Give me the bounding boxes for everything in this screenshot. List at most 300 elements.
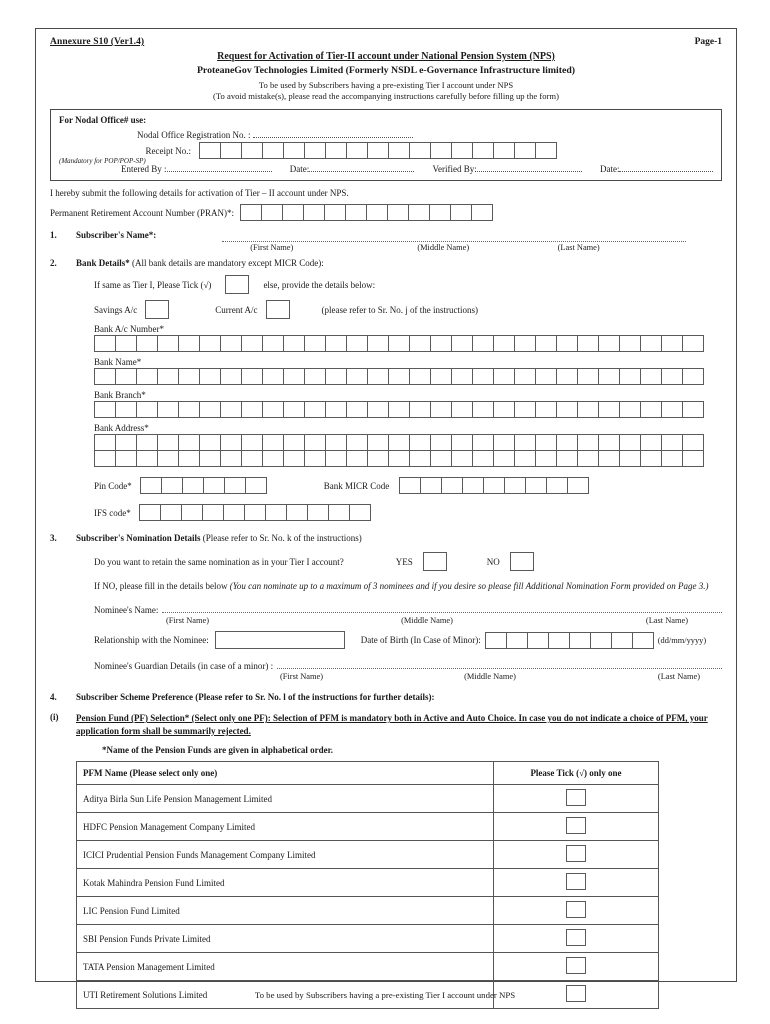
input-box[interactable] [262,401,284,418]
input-box[interactable] [325,450,347,467]
ifs-row [94,504,722,521]
section-1 [50,230,722,252]
input-box[interactable] [115,368,137,385]
input-box[interactable] [577,368,599,385]
input-box[interactable] [136,335,158,352]
input-box[interactable] [283,368,305,385]
input-box[interactable] [220,401,242,418]
section-1-number: 1. [50,230,57,240]
input-box[interactable] [178,401,200,418]
guardian-name-input[interactable] [277,657,722,669]
input-box[interactable] [556,450,578,467]
input-box[interactable] [241,450,263,467]
input-box[interactable] [640,434,662,451]
input-box[interactable] [262,142,284,159]
input-box[interactable] [409,142,431,159]
input-box[interactable] [471,204,493,221]
input-box[interactable] [598,368,620,385]
account-type-note: (please refer to Sr. No. j of the instructions) [321,304,478,315]
input-box[interactable] [199,335,221,352]
pfm-checkbox[interactable] [566,957,586,974]
input-box[interactable] [346,401,368,418]
input-box[interactable] [430,142,452,159]
input-box[interactable] [472,450,494,467]
input-box[interactable] [220,335,242,352]
input-box[interactable] [304,368,326,385]
input-box[interactable] [451,401,473,418]
input-box[interactable] [451,335,473,352]
input-box[interactable] [472,142,494,159]
input-box[interactable] [598,434,620,451]
no-label: NO [486,556,500,567]
input-box[interactable] [546,477,568,494]
pran-boxes[interactable] [240,204,492,221]
input-box[interactable] [535,401,557,418]
input-box[interactable] [598,401,620,418]
input-box[interactable] [199,401,221,418]
input-box[interactable] [619,434,641,451]
pfm-name-cell: SBI Pension Funds Private Limited [77,925,494,953]
input-box[interactable] [262,434,284,451]
form-subtitle-1: To be used by Subscribers having a pre-existing Tier I account under NPS [258,80,514,90]
table-row [77,869,659,897]
input-box[interactable] [556,401,578,418]
section-2-title-rest: (All bank details are mandatory except MICR Code): [132,258,324,268]
input-box[interactable] [493,401,515,418]
input-box[interactable] [325,401,347,418]
guardian-caption-middle: (Middle Name) [464,672,516,682]
input-box[interactable] [590,632,612,649]
input-box[interactable] [611,632,633,649]
subsection-i-number: (i) [50,712,59,723]
input-box[interactable] [577,434,599,451]
verified-by-input[interactable] [477,162,582,172]
input-box[interactable] [408,204,430,221]
pfm-tick-cell[interactable] [494,953,659,981]
input-box[interactable] [661,434,683,451]
table-row [77,953,659,981]
input-box[interactable] [441,477,463,494]
input-box[interactable] [682,450,704,467]
input-box[interactable] [661,450,683,467]
input-box[interactable] [493,142,515,159]
input-box[interactable] [324,204,346,221]
account-type-row [94,300,722,319]
input-box[interactable] [283,434,305,451]
input-box[interactable] [409,335,431,352]
input-box[interactable] [462,477,484,494]
input-box[interactable] [388,450,410,467]
input-box[interactable] [535,335,557,352]
pfm-tick-cell[interactable] [494,897,659,925]
input-box[interactable] [682,401,704,418]
input-box[interactable] [157,368,179,385]
input-box[interactable] [325,368,347,385]
input-box[interactable] [367,450,389,467]
input-box[interactable] [220,368,242,385]
input-box[interactable] [265,504,287,521]
input-box[interactable] [94,434,116,451]
pfm-name-cell: Aditya Birla Sun Life Pension Management Limited [77,785,494,813]
input-box[interactable] [367,142,389,159]
input-box[interactable] [161,477,183,494]
caption-middle-name: (Middle Name) [417,243,470,252]
input-box[interactable] [115,450,137,467]
page-header [50,37,722,47]
declaration-text: I hereby submit the following details for activation of Tier – II account under NPS. [50,188,349,198]
input-box[interactable] [245,477,267,494]
input-box[interactable] [409,450,431,467]
input-box[interactable] [139,504,161,521]
nodal-registration-label: Nodal Office Registration No. : [137,130,251,140]
input-box[interactable] [577,450,599,467]
input-box[interactable] [325,142,347,159]
input-box[interactable] [640,368,662,385]
table-row [77,813,659,841]
input-box[interactable] [661,335,683,352]
pfm-tick-cell[interactable] [494,813,659,841]
receipt-no-boxes[interactable] [199,142,556,159]
input-box[interactable] [409,368,431,385]
guardian-caption-last: (Last Name) [657,672,700,682]
input-box[interactable] [160,504,182,521]
input-box[interactable] [328,504,350,521]
input-box[interactable] [241,335,263,352]
nodal-office-box [50,109,722,181]
caption-last-name: (Last Name) [557,243,600,252]
current-ac-checkbox[interactable] [266,300,290,319]
input-box[interactable] [94,335,116,352]
input-box[interactable] [430,368,452,385]
input-box[interactable] [115,401,137,418]
input-box[interactable] [325,434,347,451]
input-box[interactable] [157,450,179,467]
input-box[interactable] [556,335,578,352]
input-box[interactable] [240,204,262,221]
input-box[interactable] [535,142,557,159]
dob-boxes[interactable] [485,632,653,649]
input-box[interactable] [94,401,116,418]
input-box[interactable] [682,434,704,451]
retain-yes-checkbox[interactable] [423,552,447,571]
input-box[interactable] [430,401,452,418]
nominee-caption-first: (First Name) [166,616,210,626]
input-box[interactable] [224,477,246,494]
input-box[interactable] [527,632,549,649]
yes-label: YES [395,556,413,567]
input-box[interactable] [388,401,410,418]
input-box[interactable] [485,632,507,649]
input-box[interactable] [115,335,137,352]
input-box[interactable] [178,450,200,467]
input-box[interactable] [325,335,347,352]
input-box[interactable] [349,504,371,521]
input-box[interactable] [241,401,263,418]
pfm-checkbox[interactable] [566,901,586,918]
input-box[interactable] [388,335,410,352]
same-as-tier1-checkbox[interactable] [225,275,249,294]
bank-address-label: Bank Address* [94,423,149,433]
input-box[interactable] [220,450,242,467]
input-box[interactable] [241,434,263,451]
retain-nomination-question: Do you want to retain the same nomination as in your Tier I account? [94,556,344,567]
input-box[interactable] [535,368,557,385]
mandatory-note: (Mandatory for POP/POP-SP) [59,157,146,165]
relationship-label: Relationship with the Nominee: [94,635,209,646]
section-4-number: 4. [50,692,57,703]
input-box[interactable] [94,368,116,385]
nodal-registration-input[interactable] [253,128,413,138]
input-box[interactable] [619,450,641,467]
subscriber-name-input[interactable] [222,230,686,242]
nominee-name-input[interactable] [162,601,722,613]
input-box[interactable] [451,142,473,159]
input-box[interactable] [283,335,305,352]
input-box[interactable] [619,368,641,385]
input-box[interactable] [283,450,305,467]
input-box[interactable] [514,401,536,418]
input-box[interactable] [387,204,409,221]
input-box[interactable] [388,142,410,159]
input-box[interactable] [304,434,326,451]
input-box[interactable] [472,434,494,451]
input-box[interactable] [567,477,589,494]
input-box[interactable] [661,368,683,385]
input-box[interactable] [182,477,204,494]
input-box[interactable] [283,142,305,159]
input-box[interactable] [450,204,472,221]
page-number-label: Page-1 [694,37,722,47]
nominee-name-label: Nominee's Name: [94,605,159,616]
section-4 [50,692,722,702]
pfm-tick-cell[interactable] [494,785,659,813]
input-box[interactable] [157,335,179,352]
input-box[interactable] [203,477,225,494]
if-no-italic-text: (You can nominate up to a maximum of 3 nominees and if you desire so please fill Additional Nomination Form provided on Page 3.) [229,581,709,591]
relationship-input[interactable] [215,631,345,649]
input-box[interactable] [94,450,116,467]
input-box[interactable] [346,450,368,467]
nominee-details-block [94,601,722,681]
input-box[interactable] [199,368,221,385]
pfm-tick-cell[interactable] [494,869,659,897]
input-box[interactable] [451,434,473,451]
input-box[interactable] [682,368,704,385]
input-box[interactable] [136,401,158,418]
input-box[interactable] [366,204,388,221]
input-box[interactable] [640,401,662,418]
input-box[interactable] [199,450,221,467]
nodal-footer-row [121,162,713,174]
input-box[interactable] [140,477,162,494]
input-box[interactable] [409,434,431,451]
input-box[interactable] [577,335,599,352]
section-3-heading [76,533,722,543]
input-box[interactable] [682,335,704,352]
input-box[interactable] [661,401,683,418]
input-box[interactable] [493,368,515,385]
same-as-tier1-pre-label: If same as Tier I, Please Tick (√) [94,279,212,290]
bank-name-label: Bank Name* [94,357,142,367]
input-box[interactable] [303,204,325,221]
input-box[interactable] [640,335,662,352]
input-box[interactable] [388,368,410,385]
alphabetical-note: *Name of the Pension Funds are given in alphabetical order. [102,745,334,756]
input-box[interactable] [472,368,494,385]
receipt-row [59,142,713,159]
input-box[interactable] [346,434,368,451]
input-box[interactable] [472,335,494,352]
section-3-number: 3. [50,533,57,543]
input-box[interactable] [367,401,389,418]
input-box[interactable] [136,450,158,467]
page-footer: To be used by Subscribers having a pre-existing Tier I account under NPS [254,990,516,1000]
input-box[interactable] [304,450,326,467]
input-box[interactable] [598,450,620,467]
input-box[interactable] [262,368,284,385]
input-box[interactable] [115,434,137,451]
input-box[interactable] [598,335,620,352]
bank-address-boxes-row-1[interactable] [94,434,722,451]
input-box[interactable] [619,335,641,352]
bank-name-boxes[interactable] [94,368,722,385]
input-box[interactable] [346,368,368,385]
pfm-checkbox[interactable] [566,873,586,890]
entered-by-input[interactable] [167,162,272,172]
input-box[interactable] [514,368,536,385]
input-box[interactable] [202,504,224,521]
input-box[interactable] [525,477,547,494]
input-box[interactable] [346,142,368,159]
pfm-name-cell: ICICI Prudential Pension Funds Management Company Limited [77,841,494,869]
input-box[interactable] [506,632,528,649]
pfm-tick-cell[interactable] [494,925,659,953]
input-box[interactable] [241,368,263,385]
input-box[interactable] [429,204,451,221]
input-box[interactable] [304,335,326,352]
input-box[interactable] [569,632,591,649]
input-box[interactable] [548,632,570,649]
input-box[interactable] [262,450,284,467]
input-box[interactable] [220,434,242,451]
dob-format-hint: (dd/mm/yyyy) [657,635,707,645]
input-box[interactable] [493,335,515,352]
ifs-code-boxes[interactable] [139,504,370,521]
input-box[interactable] [399,477,421,494]
input-box[interactable] [199,142,221,159]
input-box[interactable] [388,434,410,451]
input-box[interactable] [430,450,452,467]
input-box[interactable] [199,434,221,451]
input-box[interactable] [157,434,179,451]
input-box[interactable] [430,434,452,451]
input-box[interactable] [367,434,389,451]
input-box[interactable] [345,204,367,221]
bank-ac-number-boxes[interactable] [94,335,722,352]
input-box[interactable] [283,401,305,418]
input-box[interactable] [472,401,494,418]
input-box[interactable] [220,142,242,159]
input-box[interactable] [632,632,654,649]
input-box[interactable] [181,504,203,521]
input-box[interactable] [282,204,304,221]
guardian-name-captions [94,672,722,681]
bank-ac-number-label: Bank A/c Number* [94,324,164,334]
input-box[interactable] [136,434,158,451]
input-box[interactable] [514,335,536,352]
input-box[interactable] [556,368,578,385]
input-box[interactable] [307,504,329,521]
input-box[interactable] [367,335,389,352]
section-2-title: Bank Details* [76,258,130,268]
pfm-checkbox[interactable] [566,817,586,834]
bank-branch-boxes[interactable] [94,401,722,418]
input-box[interactable] [556,434,578,451]
input-box[interactable] [493,434,515,451]
input-box[interactable] [577,401,599,418]
input-box[interactable] [286,504,308,521]
input-box[interactable] [346,335,368,352]
pin-code-boxes[interactable] [140,477,266,494]
input-box[interactable] [223,504,245,521]
section-2-number: 2. [50,258,57,268]
savings-ac-checkbox[interactable] [145,300,169,319]
micr-boxes[interactable] [399,477,588,494]
input-box[interactable] [262,335,284,352]
input-box[interactable] [244,504,266,521]
input-box[interactable] [136,368,158,385]
pfm-checkbox[interactable] [566,929,586,946]
input-box[interactable] [619,401,641,418]
input-box[interactable] [304,401,326,418]
input-box[interactable] [535,450,557,467]
pfm-checkbox[interactable] [566,789,586,806]
input-box[interactable] [261,204,283,221]
input-box[interactable] [178,368,200,385]
entered-by-label: Entered By : [121,164,167,174]
input-box[interactable] [483,477,505,494]
input-box[interactable] [157,401,179,418]
retain-nomination-row [94,552,722,571]
pfm-tick-cell[interactable] [494,841,659,869]
input-box[interactable] [640,450,662,467]
bank-address-boxes-row-2[interactable] [94,450,722,467]
input-box[interactable] [409,401,431,418]
pfm-checkbox[interactable] [566,845,586,862]
input-box[interactable] [241,142,263,159]
input-box[interactable] [304,142,326,159]
input-box[interactable] [504,477,526,494]
input-box[interactable] [430,335,452,352]
date-input-2[interactable] [619,162,713,172]
input-box[interactable] [451,450,473,467]
input-box[interactable] [514,434,536,451]
input-box[interactable] [178,434,200,451]
retain-no-checkbox[interactable] [510,552,534,571]
input-box[interactable] [514,142,536,159]
guardian-label: Nominee's Guardian Details (in case of a minor) : [94,661,274,672]
input-box[interactable] [514,450,536,467]
input-box[interactable] [420,477,442,494]
input-box[interactable] [493,450,515,467]
pin-micr-row [94,477,722,494]
date-input-1[interactable] [309,162,414,172]
pran-label: Permanent Retirement Account Number (PRAN)*: [50,207,234,218]
input-box[interactable] [367,368,389,385]
input-box[interactable] [178,335,200,352]
input-box[interactable] [535,434,557,451]
input-box[interactable] [451,368,473,385]
